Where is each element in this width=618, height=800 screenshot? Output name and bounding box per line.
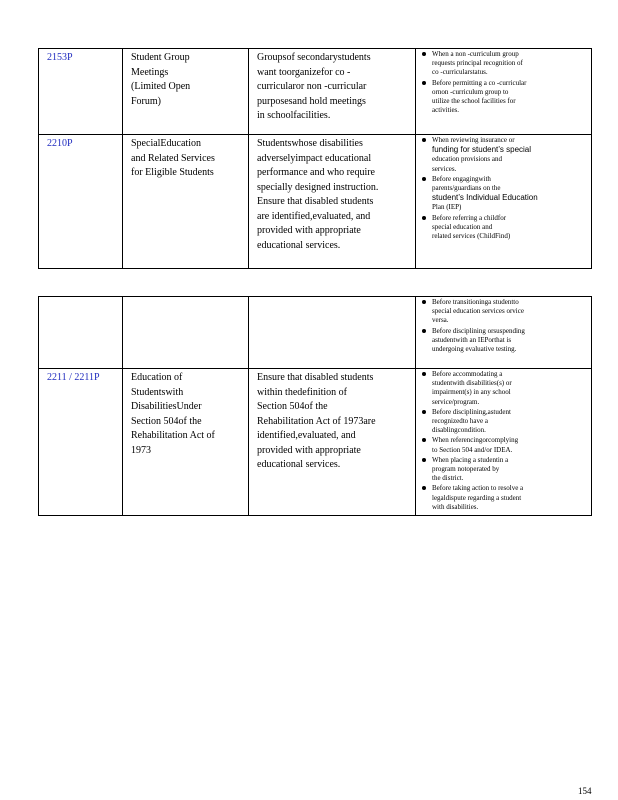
policy-row — [39, 135, 592, 269]
page-number: 154 — [578, 786, 592, 796]
policy-title-line: Section 504of the — [131, 415, 202, 427]
policy-table-top — [38, 48, 592, 269]
bullet-line: Before accommodating a — [432, 370, 503, 378]
policy-row — [39, 369, 592, 516]
policy-title-line: Meetings — [131, 66, 169, 78]
policy-title — [123, 369, 249, 516]
bullet-line: recognizedto have a — [432, 417, 488, 426]
policy-purpose-line: provided with appropriate — [257, 225, 361, 236]
policy-purpose-line: Studentswhose disabilities — [257, 138, 363, 149]
policy-purpose-line: purposesand hold meetings — [257, 95, 366, 107]
policy-title-line: SpecialEducation — [131, 138, 201, 149]
bullet-list — [420, 370, 585, 512]
policy-purpose-line: performance and who require — [257, 167, 375, 178]
policy-title-line: for Eligible Students — [131, 167, 214, 178]
continuation-triggers — [416, 297, 592, 369]
bullet-item — [432, 298, 585, 326]
bullet-line: program notoperated by — [432, 465, 500, 474]
bullet-line: services. — [432, 164, 457, 173]
policy-purpose-line: Rehabilitation Act of 1973are — [257, 415, 376, 427]
bullet-item — [432, 136, 585, 174]
bullet-line: Before referring a childfor — [432, 213, 507, 222]
bullet-line: education provisions and — [432, 155, 502, 164]
bullet-line: studentwith disabilities(s) or — [432, 379, 512, 388]
bullet-line: When reviewing insurance or — [432, 136, 515, 144]
bullet-line: Plan (IEP) — [432, 203, 462, 212]
policy-purpose-line: Ensure that disabled students — [257, 372, 374, 383]
policy-purpose — [249, 135, 416, 269]
policy-triggers — [416, 49, 592, 135]
bullet-line: astudentwith an IEPorthat is — [432, 335, 512, 344]
policy-code: 2210P — [39, 135, 123, 269]
policy-purpose — [249, 369, 416, 516]
bullet-item — [432, 214, 585, 242]
bullet-line: When referencingorcomplying — [432, 436, 519, 445]
policy-purpose-line: curricularor non -curricular — [257, 81, 367, 92]
bullet-line: utilize the school facilities for — [432, 97, 516, 106]
bullet-line: service/program. — [432, 397, 480, 406]
bullet-line: funding for student’s special — [432, 145, 532, 155]
policy-triggers — [416, 135, 592, 269]
policy-title-line: 1973 — [131, 444, 151, 456]
policy-purpose-line: educational services. — [257, 459, 341, 470]
policy-title-line: Rehabilitation Act of — [131, 430, 215, 441]
bullet-list — [420, 136, 585, 241]
bullet-item — [432, 175, 585, 213]
bullet-line: student’s Individual Education — [432, 193, 538, 203]
bullet-item — [432, 456, 585, 484]
policy-purpose-line: identified,evaluated, and — [257, 430, 356, 441]
policy-title — [123, 135, 249, 269]
bullet-line: special education and — [432, 222, 493, 231]
policy-title-line: Student Group — [131, 52, 190, 63]
bullet-line: versa. — [432, 316, 449, 325]
bullet-item — [432, 436, 585, 454]
policy-code: 2211 / 2211P — [39, 369, 123, 516]
bullet-line: legaldispute regarding a student — [432, 493, 522, 502]
policy-title-line: (Limited Open — [131, 81, 191, 92]
policy-table-bottom — [38, 296, 592, 516]
bullet-list — [420, 298, 585, 354]
bullet-line: the district. — [432, 474, 464, 483]
policy-purpose-line: adverselyimpact educational — [257, 152, 372, 164]
bullet-line: parents/guardians on the — [432, 184, 501, 193]
bullet-line: undergoing evaluative testing. — [432, 345, 517, 354]
bullet-line: with disabilities. — [432, 502, 479, 511]
bullet-item — [432, 484, 585, 512]
bullet-line: related services (ChildFind) — [432, 232, 511, 241]
policy-purpose-line: Ensure that disabled students — [257, 196, 374, 207]
policy-title — [123, 49, 249, 135]
policy-purpose-empty — [249, 297, 416, 369]
policy-purpose-line: are identified,evaluated, and — [257, 210, 371, 222]
policy-purpose-line: want toorganizefor co - — [257, 66, 351, 78]
bullet-line: Before permitting a co -curricular — [432, 78, 527, 87]
policy-title-line: DisabilitiesUnder — [131, 401, 202, 412]
bullet-line: Before taking action to resolve a — [432, 484, 524, 493]
bullet-line: ornon -curriculum group to — [432, 87, 509, 96]
policy-code-empty — [39, 297, 123, 369]
policy-title-line: Education of — [131, 372, 183, 383]
policy-title-empty — [123, 297, 249, 369]
bullet-line: impairment(s) in any school — [432, 388, 511, 397]
policy-title-line: and Related Services — [131, 152, 215, 164]
bullet-line: Before engagingwith — [432, 174, 491, 183]
bullet-list — [420, 50, 585, 115]
bullet-line: Before disciplining orsuspending — [432, 326, 525, 335]
bullet-line: co -curricularstatus. — [432, 68, 488, 77]
policy-purpose-line: in schoolfacilities. — [257, 110, 331, 121]
policy-purpose-line: Groupsof secondarystudents — [257, 52, 371, 63]
policy-purpose-line: specially designed instruction. — [257, 181, 379, 193]
bullet-line: When placing a studentin a — [432, 455, 509, 464]
policy-purpose — [249, 49, 416, 135]
bullet-line: special education services orvice — [432, 307, 524, 316]
bullet-line: Before transitioninga studentto — [432, 298, 519, 306]
policy-purpose-line: provided with appropriate — [257, 444, 361, 456]
bullet-line: disablingcondition. — [432, 426, 486, 435]
bullet-line: requests principal recognition of — [432, 59, 523, 68]
bullet-line: to Section 504 and/or IDEA. — [432, 445, 513, 454]
bullet-item — [432, 408, 585, 436]
policy-triggers — [416, 369, 592, 516]
policy-title-line: Forum) — [131, 95, 161, 107]
bullet-item — [432, 370, 585, 407]
bullet-line: activities. — [432, 106, 460, 115]
bullet-item — [432, 79, 585, 116]
bullet-line: When a non -curriculum group — [432, 50, 519, 58]
bullet-item — [432, 50, 585, 78]
policy-purpose-line: Section 504of the — [257, 401, 328, 412]
policy-title-line: Studentswith — [131, 386, 184, 398]
policy-row — [39, 49, 592, 135]
policy-code: 2153P — [39, 49, 123, 135]
continuation-row — [39, 297, 592, 369]
policy-purpose-line: educational services. — [257, 239, 341, 251]
policy-purpose-line: within thedefinition of — [257, 386, 347, 398]
bullet-line: Before disciplining,astudent — [432, 407, 511, 416]
bullet-item — [432, 327, 585, 355]
